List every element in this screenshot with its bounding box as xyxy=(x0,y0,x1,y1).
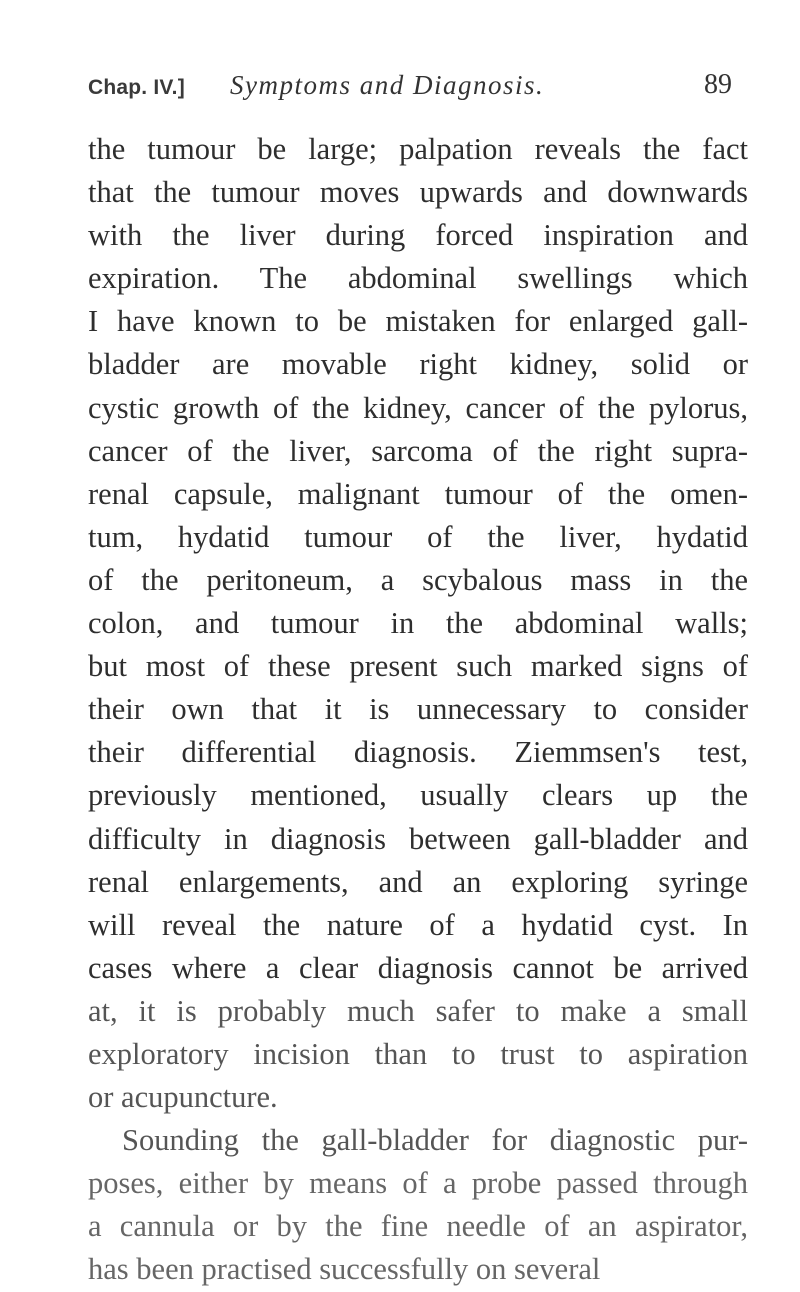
text-line: will reveal the nature of a hydatid cyst. In xyxy=(88,907,748,942)
text-line: their differential diagnosis. Ziemmsen's test, xyxy=(88,735,748,770)
text-line: difficulty in diagnosis between gall-bladder and xyxy=(88,821,748,856)
text-line: with the liver during forced inspiration and xyxy=(88,218,748,253)
chapter-label: Chap. IV.] xyxy=(88,76,185,99)
text-line: cystic growth of the kidney, cancer of the pylorus, xyxy=(88,390,748,425)
body-text xyxy=(88,128,748,1292)
text-line: that the tumour moves upwards and downwards xyxy=(88,175,748,210)
text-line: tum, hydatid tumour of the liver, hydatid xyxy=(88,519,748,554)
text-line: bladder are movable right kidney, solid or xyxy=(88,347,748,382)
text-line: previously mentioned, usually clears up the xyxy=(88,778,748,813)
text-line: the tumour be large; palpation reveals the fact xyxy=(88,132,748,166)
text-line: exploratory incision than to trust to aspiration xyxy=(88,1036,748,1071)
text-line: or acupuncture. xyxy=(88,1080,278,1115)
text-line: I have known to be mistaken for enlarged gall- xyxy=(88,304,748,339)
text-line: Sounding the gall-bladder for diagnostic pur- xyxy=(122,1123,748,1158)
text-line: poses, either by means of a probe passed through xyxy=(88,1166,748,1201)
text-line: expiration. The abdominal swellings which xyxy=(88,261,748,296)
page-number: 89 xyxy=(704,69,732,100)
running-title: Symptoms and Diagnosis. xyxy=(230,70,545,100)
text-line: but most of these present such marked signs of xyxy=(88,649,748,684)
running-head xyxy=(88,66,738,106)
text-line: a cannula or by the fine needle of an aspirator, xyxy=(88,1209,748,1244)
text-line: renal enlargements, and an exploring syringe xyxy=(88,864,748,899)
text-line: has been practised successfully on several xyxy=(88,1252,601,1287)
text-line: renal capsule, malignant tumour of the omen- xyxy=(88,476,748,511)
text-line: colon, and tumour in the abdominal walls; xyxy=(88,606,748,641)
text-line: cases where a clear diagnosis cannot be arrived xyxy=(88,950,748,985)
text-line: cancer of the liver, sarcoma of the right supra- xyxy=(88,433,748,468)
text-line: at, it is probably much safer to make a small xyxy=(88,993,748,1028)
text-line: of the peritoneum, a scybalous mass in the xyxy=(88,562,748,597)
text-line: their own that it is unnecessary to consider xyxy=(88,692,748,727)
